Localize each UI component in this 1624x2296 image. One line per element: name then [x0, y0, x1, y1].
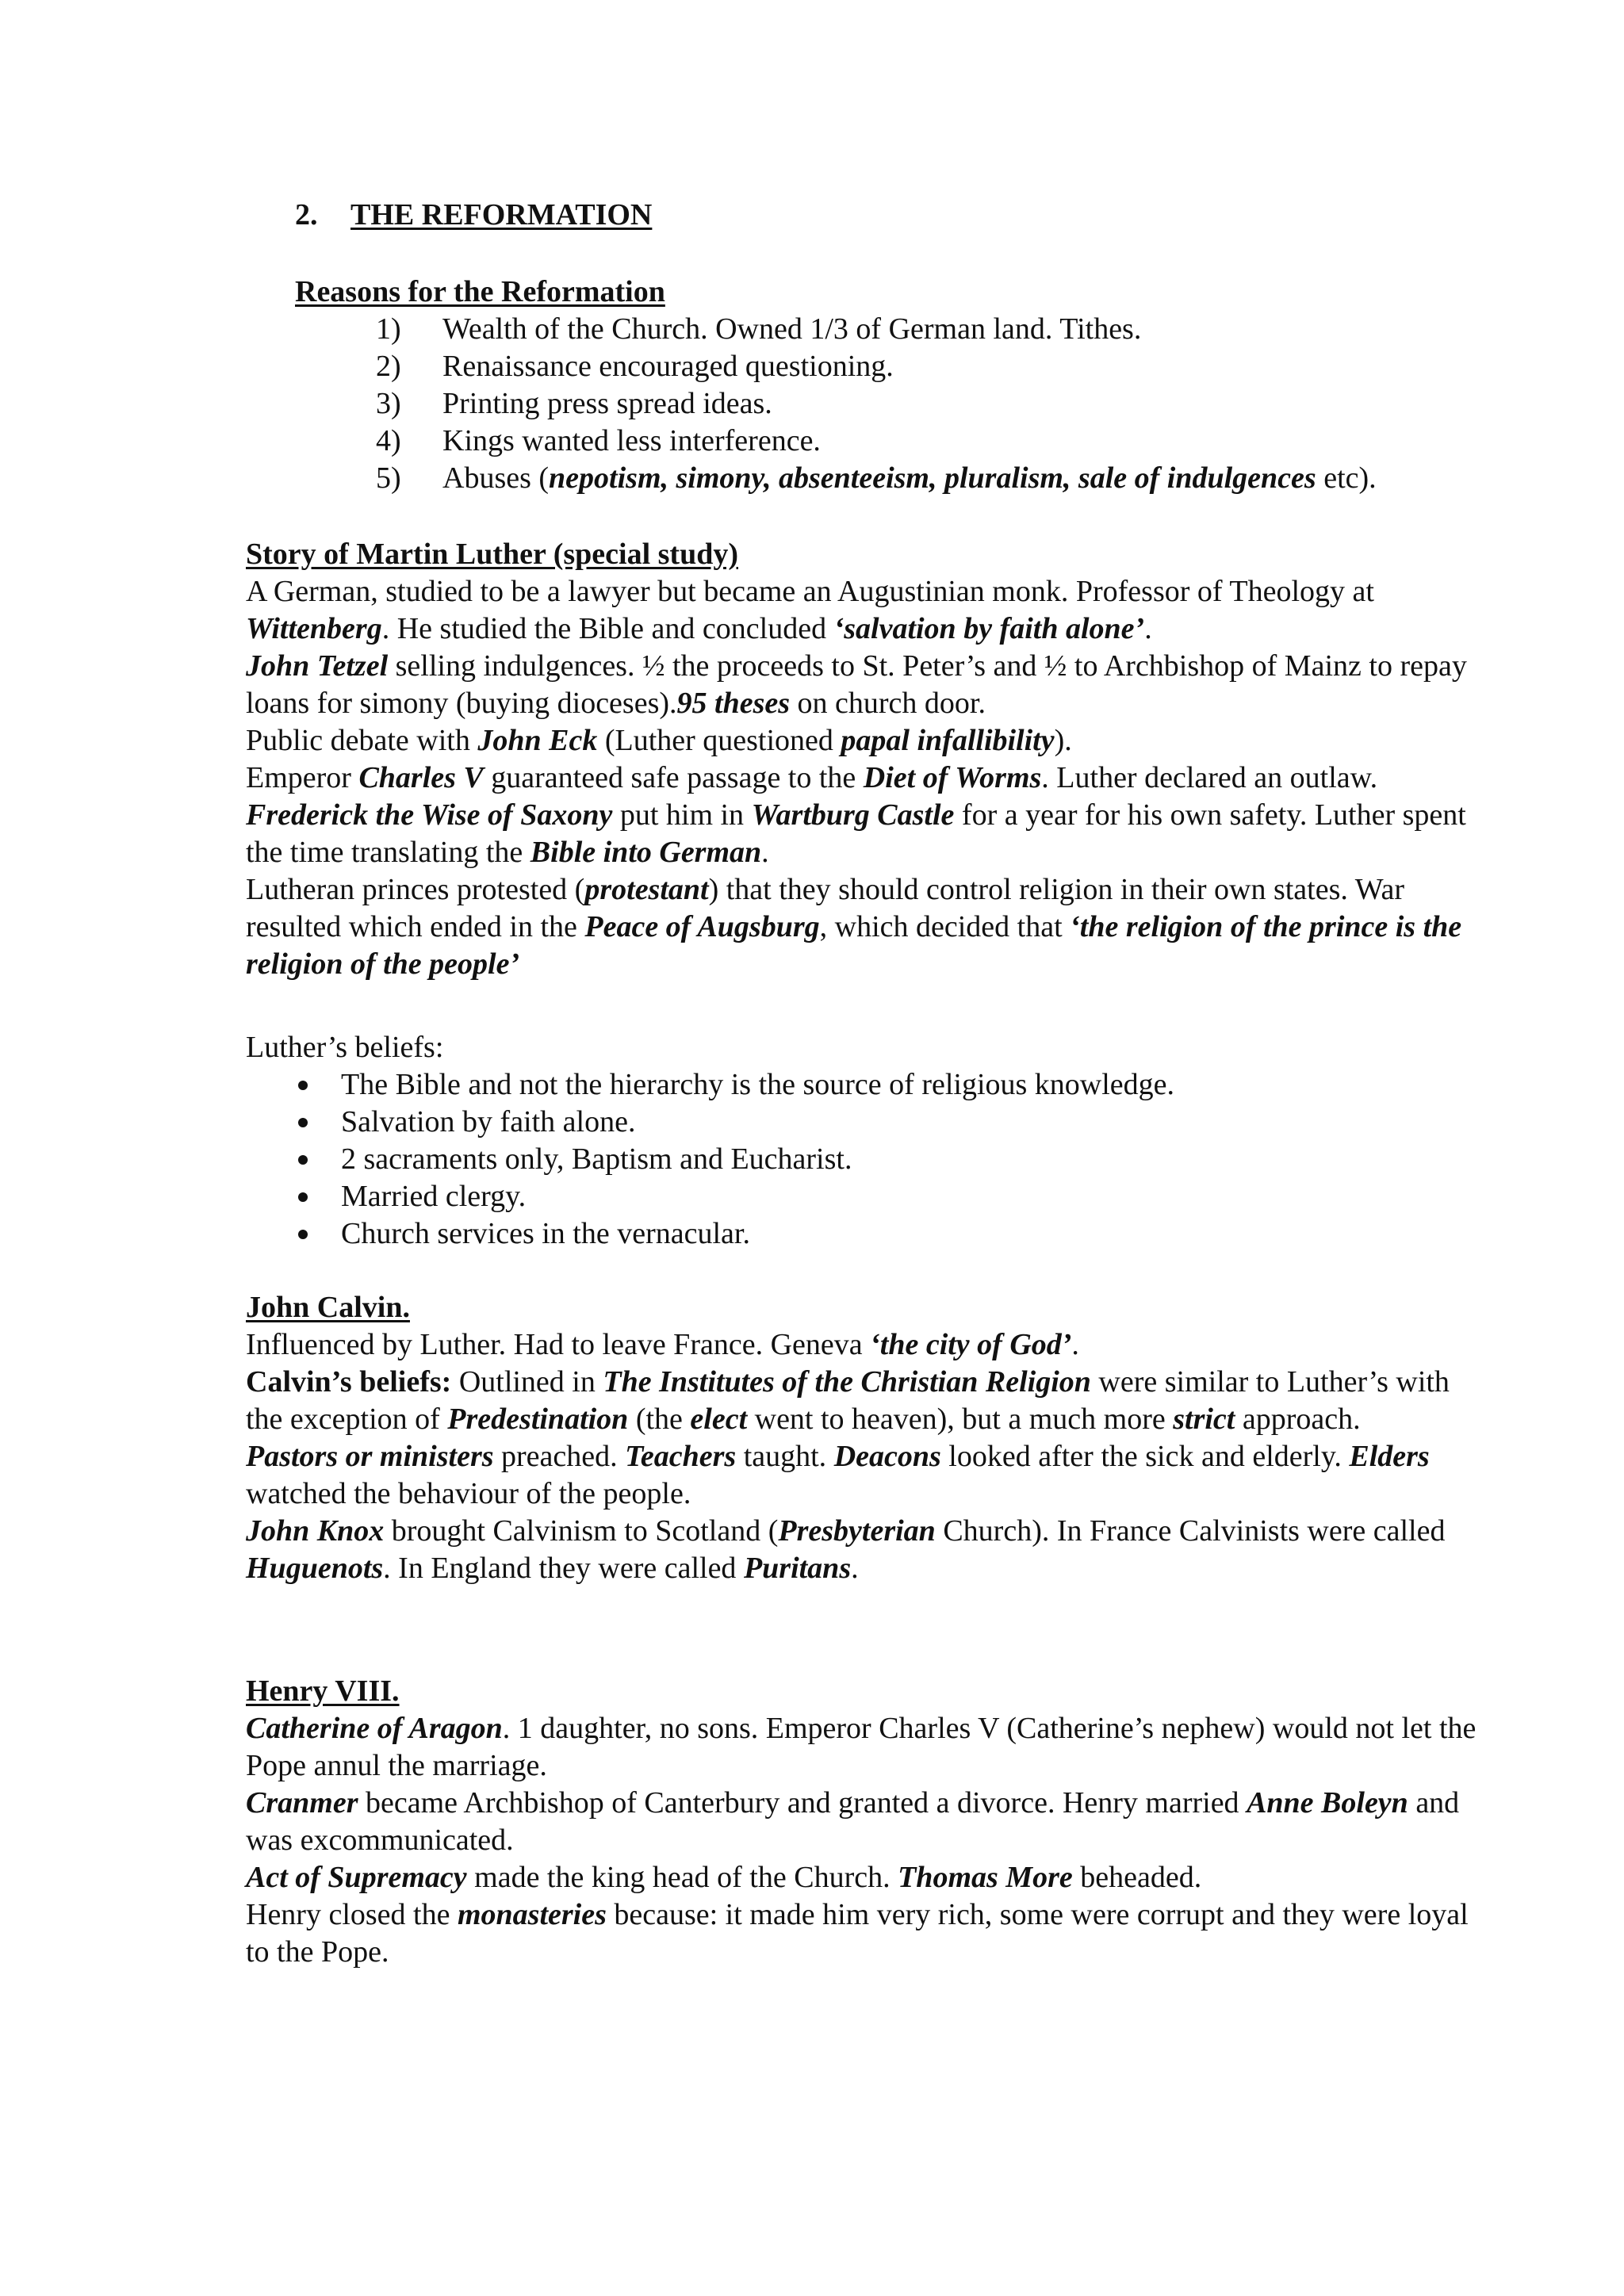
reasons-section	[295, 274, 1595, 497]
list-item-text: etc).	[1316, 461, 1377, 495]
bullet-icon	[298, 1081, 308, 1090]
luther-beliefs-section	[246, 1029, 1483, 1253]
list-item-text: Kings wanted less interference.	[442, 424, 821, 457]
calvin-paragraph: Calvin’s beliefs: Outlined in The Institutes of the Christian Religion were similar to Luther’s with the exception of Predestination (the elect went to heaven), but a much more strict approach.	[246, 1365, 1450, 1436]
list-item-number: 5)	[376, 461, 401, 495]
bullet-icon	[298, 1230, 308, 1239]
bullet-icon	[298, 1155, 308, 1165]
list-item-number: 2)	[376, 350, 401, 383]
henry-section	[246, 1673, 1483, 1971]
bullet-icon	[298, 1192, 308, 1202]
list-item: Married clergy.	[293, 1178, 1483, 1215]
section-number: 2.	[295, 198, 318, 232]
list-item-number: 3)	[376, 387, 401, 420]
henry-paragraph: Cranmer became Archbishop of Canterbury and granted a divorce. Henry married Anne Boleyn and was excommunicated.	[246, 1786, 1460, 1857]
luther-beliefs-label: Luther’s beliefs:	[246, 1031, 444, 1064]
luther-beliefs-list	[246, 1066, 1483, 1253]
list-item: The Bible and not the hierarchy is the source of religious knowledge.	[293, 1066, 1483, 1104]
section-title	[295, 197, 652, 234]
luther-paragraph: Lutheran princes protested (protestant) that they should control religion in their own states. War resulted which ended in the Peace of Augsburg, which decided that ‘the religion of the prince is the religion of the people’	[246, 873, 1462, 981]
list-item-text: Abuses (	[442, 461, 550, 495]
calvin-section	[246, 1289, 1483, 1587]
luther-paragraph: Public debate with John Eck (Luther questioned papal infallibility).	[246, 724, 1072, 757]
list-item-text: Wealth of the Church. Owned 1/3 of German land. Tithes.	[442, 312, 1142, 346]
reasons-list	[295, 311, 1595, 497]
luther-paragraph: John Tetzel selling indulgences. ½ the proceeds to St. Peter’s and ½ to Archbishop of Mainz to repay loans for simony (buying dioceses).95 theses on church door.	[246, 649, 1467, 720]
calvin-heading: John Calvin.	[246, 1291, 410, 1324]
calvin-paragraph: John Knox brought Calvinism to Scotland (Presbyterian Church). In France Calvinists were called Huguenots. In England they were called Puritans.	[246, 1514, 1446, 1585]
luther-paragraph: A German, studied to be a lawyer but became an Augustinian monk. Professor of Theology at Wittenberg. He studied the Bible and concluded ‘salvation by faith alone’.	[246, 575, 1374, 645]
calvin-paragraph: Influenced by Luther. Had to leave France. Geneva ‘the city of God’.	[246, 1328, 1079, 1361]
henry-heading: Henry VIII.	[246, 1674, 400, 1708]
list-item: Salvation by faith alone.	[293, 1104, 1483, 1141]
list-item-text: Renaissance encouraged questioning.	[442, 350, 894, 383]
list-item	[376, 385, 1595, 423]
list-item: Church services in the vernacular.	[293, 1215, 1483, 1253]
luther-section	[246, 536, 1483, 983]
list-item	[376, 311, 1595, 348]
henry-paragraph: Catherine of Aragon. 1 daughter, no sons. Emperor Charles V (Catherine’s nephew) would not let the Pope annul the marriage.	[246, 1712, 1477, 1782]
list-item	[376, 423, 1595, 460]
list-item-number: 4)	[376, 424, 401, 457]
luther-heading: Story of Martin Luther (special study)	[246, 538, 738, 571]
abuses-list: nepotism, simony, absenteeism, pluralism, sale of indulgences	[549, 461, 1316, 495]
reasons-heading: Reasons for the Reformation	[295, 275, 665, 308]
list-item: 2 sacraments only, Baptism and Eucharist.	[293, 1141, 1483, 1178]
list-item-number: 1)	[376, 312, 401, 346]
henry-paragraph: Act of Supremacy made the king head of the Church. Thomas More beheaded.	[246, 1861, 1202, 1894]
list-item	[376, 348, 1595, 385]
list-item-text: Printing press spread ideas.	[442, 387, 772, 420]
section-title-text: THE REFORMATION	[350, 198, 653, 232]
list-item	[376, 460, 1595, 497]
henry-paragraph: Henry closed the monasteries because: it made him very rich, some were corrupt and they were loyal to the Pope.	[246, 1898, 1469, 1969]
bullet-icon	[298, 1118, 308, 1127]
luther-paragraph: Emperor Charles V guaranteed safe passage to the Diet of Worms. Luther declared an outlaw. Frederick the Wise of Saxony put him in Wartburg Castle for a year for his own safety. Luther spent the time translating the Bible into German.	[246, 761, 1466, 869]
calvin-paragraph: Pastors or ministers preached. Teachers taught. Deacons looked after the sick and elderly. Elders watched the behaviour of the people.	[246, 1440, 1430, 1510]
